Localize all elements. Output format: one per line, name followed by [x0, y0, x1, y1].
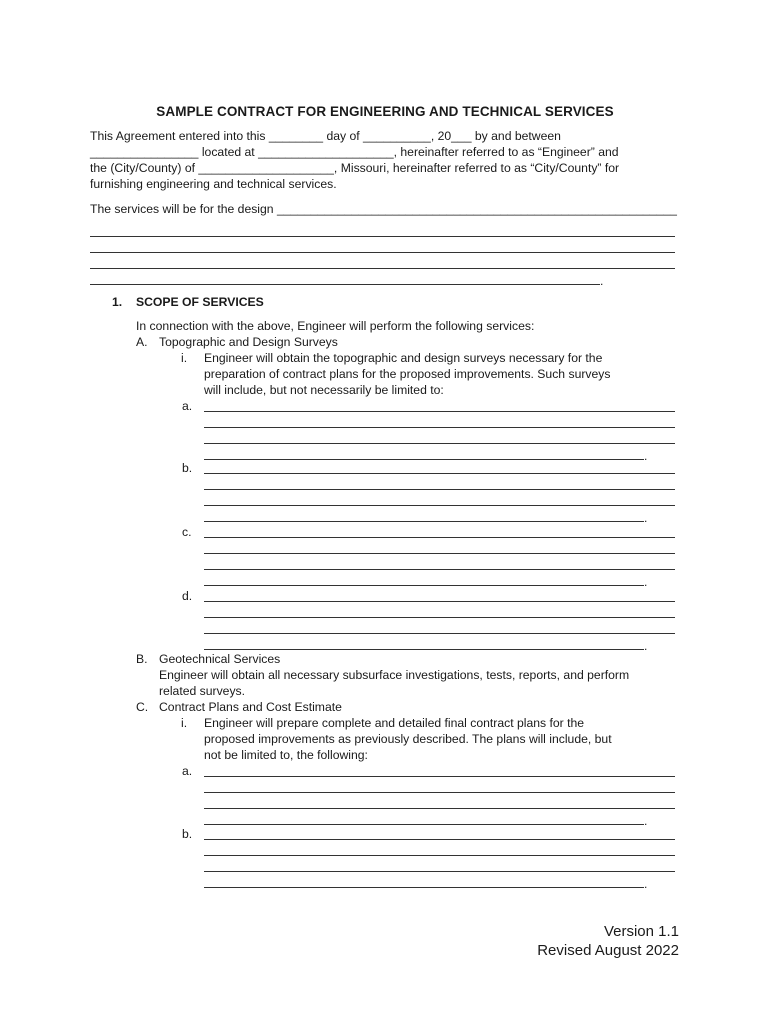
- fill-in-line: [204, 649, 644, 650]
- fill-in-line: [204, 489, 675, 490]
- intro-line-2: ________________ located at ____________________, hereinafter referred to as “Engineer” and: [90, 145, 619, 159]
- fill-in-line: [204, 427, 675, 428]
- fill-in-line: [204, 553, 675, 554]
- services-design-line: The services will be for the design ___________________________________________________________: [90, 202, 677, 216]
- version-label: Version 1.1: [603, 923, 679, 940]
- fill-in-line: [204, 824, 644, 825]
- scope-intro: In connection with the above, Engineer will perform the following services:: [136, 319, 535, 333]
- line-period: .: [644, 639, 648, 653]
- list-marker-d: d.: [182, 589, 193, 603]
- fill-in-line: [204, 443, 675, 444]
- item-c-marker: C.: [136, 700, 149, 714]
- item-a-i-line3: will include, but not necessarily be limited to:: [204, 383, 444, 397]
- fill-in-line: [204, 839, 675, 840]
- list-marker-c: c.: [182, 525, 192, 539]
- fill-in-line: [204, 569, 675, 570]
- line-period: .: [644, 449, 648, 463]
- revised-date: Revised August 2022: [537, 942, 679, 959]
- fill-in-line: [204, 585, 644, 586]
- fill-in-line: [204, 459, 644, 460]
- fill-in-line: [204, 521, 644, 522]
- fill-in-line: [90, 236, 675, 237]
- services-period: .: [600, 274, 604, 288]
- item-b-line1: Engineer will obtain all necessary subsurface investigations, tests, reports, and perform: [159, 668, 630, 682]
- fill-in-line: [204, 808, 675, 809]
- fill-in-line: [204, 473, 675, 474]
- fill-in-line: [90, 284, 600, 285]
- item-b-title: Geotechnical Services: [159, 652, 281, 666]
- intro-line-3: the (City/County) of ____________________, Missouri, hereinafter referred to as “City/County” for: [90, 161, 620, 175]
- item-c-title: Contract Plans and Cost Estimate: [159, 700, 342, 714]
- document-title: SAMPLE CONTRACT FOR ENGINEERING AND TECHNICAL SERVICES: [156, 104, 614, 119]
- list-marker-a: a.: [182, 399, 193, 413]
- fill-in-line: [90, 252, 675, 253]
- item-c-i-line2: proposed improvements as previously described. The plans will include, but: [204, 732, 612, 746]
- fill-in-line: [204, 887, 644, 888]
- line-period: .: [644, 511, 648, 525]
- fill-in-line: [204, 537, 675, 538]
- item-a-marker: A.: [136, 335, 148, 349]
- list-marker-a: a.: [182, 764, 193, 778]
- item-a-i-line2: preparation of contract plans for the proposed improvements. Such surveys: [204, 367, 611, 381]
- fill-in-line: [204, 792, 675, 793]
- item-b-marker: B.: [136, 652, 148, 666]
- intro-line-4: furnishing engineering and technical services.: [90, 177, 337, 191]
- item-a-i-marker: i.: [181, 351, 188, 365]
- item-b-line2: related surveys.: [159, 684, 246, 698]
- list-marker-b: b.: [182, 827, 193, 841]
- fill-in-line: [204, 776, 675, 777]
- item-c-i-marker: i.: [181, 716, 188, 730]
- list-marker-b: b.: [182, 461, 193, 475]
- item-a-title: Topographic and Design Surveys: [159, 335, 338, 349]
- item-c-i-line3: not be limited to, the following:: [204, 748, 368, 762]
- item-c-i-line1: Engineer will prepare complete and detailed final contract plans for the: [204, 716, 585, 730]
- intro-line-1: This Agreement entered into this ________ day of __________, 20___ by and between: [90, 129, 561, 143]
- fill-in-line: [204, 601, 675, 602]
- fill-in-line: [204, 411, 675, 412]
- fill-in-line: [204, 617, 675, 618]
- fill-in-line: [204, 871, 675, 872]
- fill-in-line: [90, 268, 675, 269]
- fill-in-line: [204, 855, 675, 856]
- fill-in-line: [204, 505, 675, 506]
- line-period: .: [644, 814, 648, 828]
- line-period: .: [644, 575, 648, 589]
- section-number: 1.: [112, 295, 123, 309]
- fill-in-line: [204, 633, 675, 634]
- item-a-i-line1: Engineer will obtain the topographic and design surveys necessary for the: [204, 351, 603, 365]
- line-period: .: [644, 877, 648, 891]
- section-heading: SCOPE OF SERVICES: [136, 295, 264, 309]
